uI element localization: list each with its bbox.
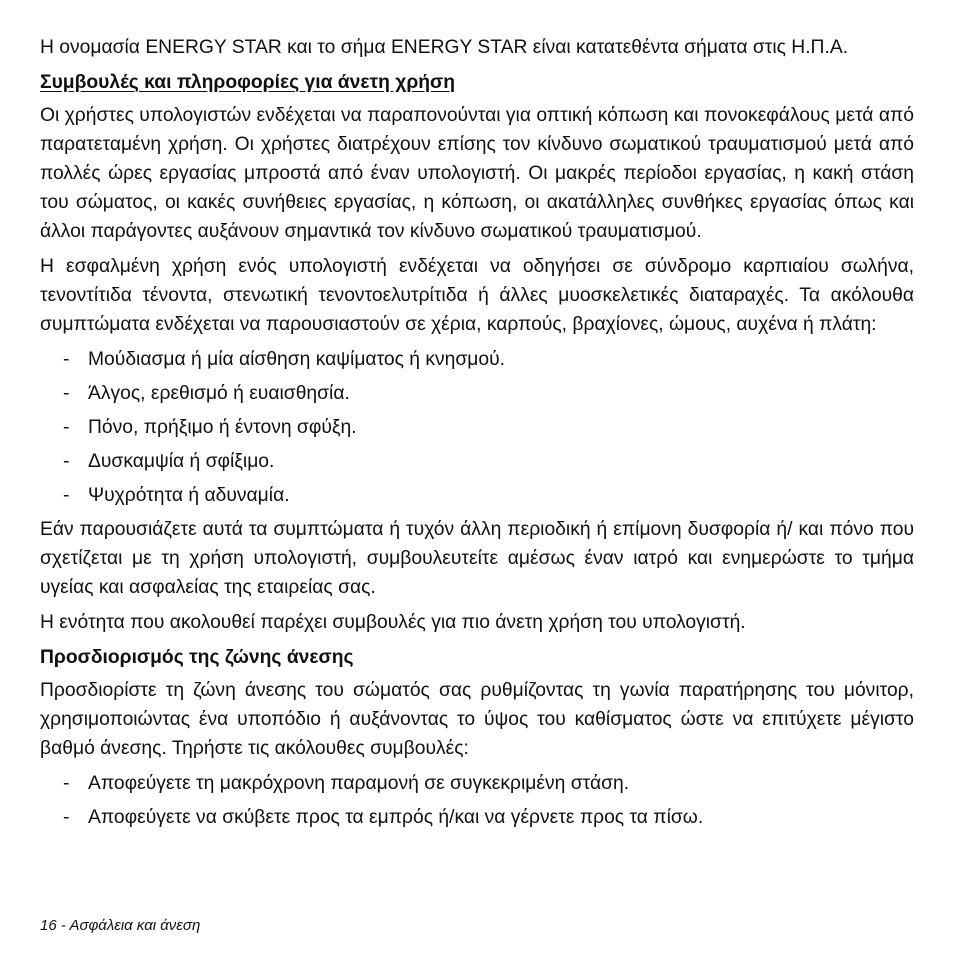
list-item	[40, 769, 914, 798]
dash-bullet: -	[63, 773, 70, 794]
dash-bullet: -	[63, 485, 70, 506]
list-item	[40, 481, 914, 510]
tips-heading: Συμβουλές και πληροφορίες για άνετη χρήση	[40, 72, 456, 93]
dash-bullet: -	[63, 349, 70, 370]
list-item-text: Άλγος, ερεθισμό ή ευαισθησία.	[88, 383, 350, 404]
list-item-text: Πόνο, πρήξιμο ή έντονη σφύξη.	[88, 417, 357, 438]
page-footer: 16 - Ασφάλεια και άνεση	[40, 917, 201, 934]
energy-star-paragraph: Η ονομασία ENERGY STAR και το σήμα ENERGY STAR είναι κατατεθέντα σήματα στις Η.Π.Α.	[40, 37, 849, 58]
dash-bullet: -	[63, 417, 70, 438]
comfort-zone-heading: Προσδιορισμός της ζώνης άνεσης	[40, 647, 354, 668]
list-item	[40, 413, 914, 442]
list-item-text: Ψυχρότητα ή αδυναμία.	[88, 485, 290, 506]
comfort-tips-list	[40, 769, 914, 832]
document-page	[40, 33, 914, 837]
next-section-paragraph: Η ενότητα που ακολουθεί παρέχει συμβουλές για πιο άνετη χρήση του υπολογιστή.	[40, 612, 746, 633]
list-item	[40, 379, 914, 408]
list-item-text: Δυσκαμψία ή σφίξιμο.	[88, 451, 275, 472]
list-item	[40, 803, 914, 832]
improper-use-paragraph: Η εσφαλμένη χρήση ενός υπολογιστή ενδέχεται να οδηγήσει σε σύνδρομο καρπιαίου σωλήνα, τενοντίτιδα τένοντα, στενωτική τενοντοελυτρίτιδα ή άλλες μυοσκελετικές διαταραχές. Τα ακόλουθα συμπτώματα ενδέχεται να παρουσιαστούν σε χέρια, καρπούς, βραχίονες, ώμους, αυχένα ή πλάτη:	[40, 256, 914, 335]
comfort-zone-paragraph: Προσδιορίστε τη ζώνη άνεσης του σώματός σας ρυθμίζοντας τη γωνία παρατήρησης του μόνιτορ, χρησιμοποιώντας ένα υποπόδιο ή αυξάνοντας το ύψος του καθίσματος ώστε να επιτύχετε μέγιστο βαθμό άνεσης. Τηρήστε τις ακόλουθες συμβουλές:	[40, 680, 914, 759]
consult-doctor-paragraph: Εάν παρουσιάζετε αυτά τα συμπτώματα ή τυχόν άλλη περιοδική ή επίμονη δυσφορία ή/ και πόνο που σχετίζεται με τη χρήση υπολογιστή, συμβουλευτείτε αμέσως έναν ιατρό και ενημερώστε το τμήμα υγείας και ασφαλείας της εταιρείας σας.	[40, 519, 914, 598]
list-item	[40, 447, 914, 476]
list-item-text: Αποφεύγετε τη μακρόχρονη παραμονή σε συγκεκριμένη στάση.	[88, 773, 630, 794]
users-risk-paragraph: Οι χρήστες υπολογιστών ενδέχεται να παραπονούνται για οπτική κόπωση και πονοκεφάλους μετά από παρατεταμένη χρήση. Οι χρήστες διατρέχουν επίσης τον κίνδυνο σωματικού τραυματισμού μετά από πολλές ώρες εργασίας μπροστά από έναν υπολογιστή. Οι μακρές περίοδοι εργασίας, η κακή στάση του σώματος, οι κακές συνήθειες εργασίας, η κόπωση, οι ακατάλληλες συνθήκες εργασίας όπως και άλλοι παράγοντες αυξάνουν σημαντικά τον κίνδυνο σωματικού τραυματισμού.	[40, 105, 914, 242]
list-item	[40, 345, 914, 374]
dash-bullet: -	[63, 383, 70, 404]
dash-bullet: -	[63, 451, 70, 472]
list-item-text: Μούδιασμα ή μία αίσθηση καψίματος ή κνησμού.	[88, 349, 506, 370]
dash-bullet: -	[63, 807, 70, 828]
list-item-text: Αποφεύγετε να σκύβετε προς τα εμπρός ή/και να γέρνετε προς τα πίσω.	[88, 807, 704, 828]
symptoms-list	[40, 345, 914, 510]
